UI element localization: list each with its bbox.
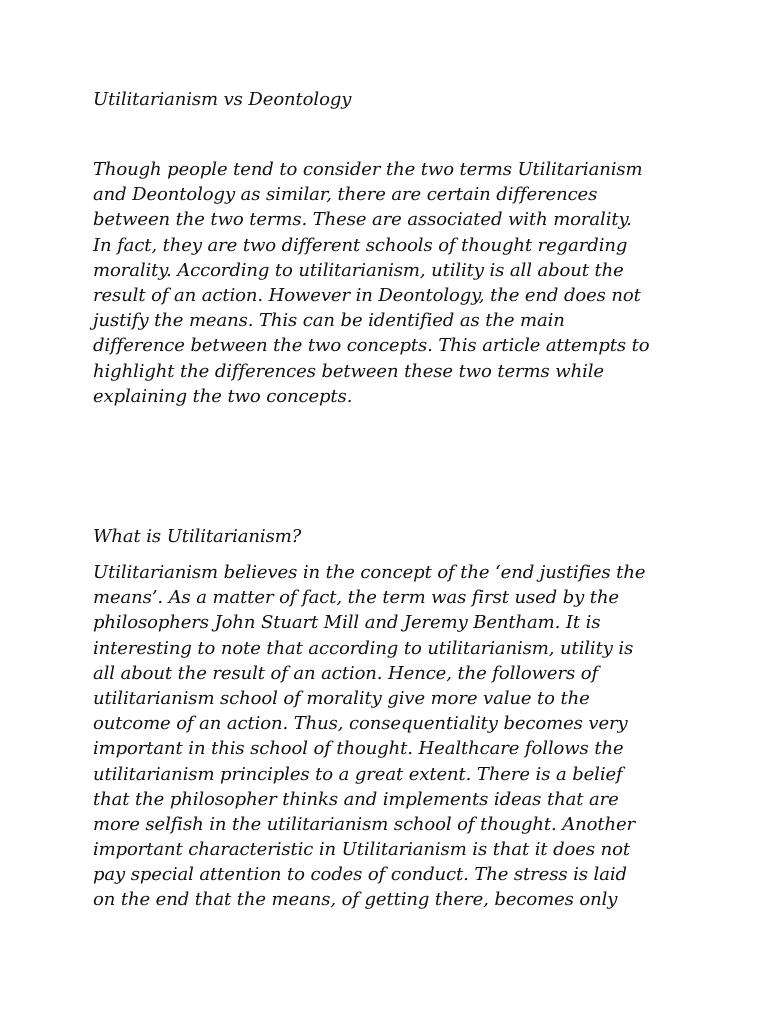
section-heading: What is Utilitarianism? (93, 526, 302, 547)
section-line: Utilitarianism believes in the concept of the ‘end justifies the (93, 562, 646, 583)
section-line: all about the result of an action. Hence, the followers of (93, 662, 599, 684)
section-line: philosophers John Stuart Mill and Jeremy Bentham. It is (93, 612, 601, 634)
section-line: pay special attention to codes of conduct. The stress is laid (93, 864, 627, 886)
section-line: that the philosopher thinks and implements ideas that are (93, 788, 619, 810)
intro-paragraph (93, 157, 693, 409)
intro-line: explaining the two concepts. (93, 385, 353, 407)
intro-line: Though people tend to consider the two terms Utilitarianism (93, 159, 643, 180)
section-line: outcome of an action. Thus, consequentiality becomes very (93, 713, 628, 735)
section-line: utilitarianism principles to a great extent. There is a belief (93, 763, 623, 785)
section-line: more selfish in the utilitarianism school of thought. Another (93, 813, 636, 835)
section-line: important in this school of thought. Healthcare follows the (93, 738, 624, 760)
intro-line: In fact, they are two different schools of thought regarding (93, 234, 628, 256)
intro-line: and Deontology as similar, there are certain differences (93, 184, 598, 206)
intro-line: highlight the differences between these two terms while (93, 360, 604, 382)
section-line: on the end that the means, of getting there, becomes only (93, 889, 618, 911)
intro-line: morality. According to utilitarianism, utility is all about the (93, 259, 624, 281)
document-title: Utilitarianism vs Deontology (93, 89, 352, 110)
intro-line: difference between the two concepts. This article attempts to (93, 335, 650, 357)
section-line: means’. As a matter of fact, the term was first used by the (93, 587, 619, 609)
section-line: important characteristic in Utilitarianism is that it does not (93, 839, 630, 861)
intro-line: justify the means. This can be identified as the main (93, 310, 565, 332)
section-paragraph (93, 560, 693, 913)
intro-line: between the two terms. These are associated with morality. (93, 209, 632, 231)
section-line: interesting to note that according to utilitarianism, utility is (93, 637, 634, 659)
section-line: utilitarianism school of morality give more value to the (93, 687, 590, 709)
intro-line: result of an action. However in Deontology, the end does not (93, 284, 641, 306)
